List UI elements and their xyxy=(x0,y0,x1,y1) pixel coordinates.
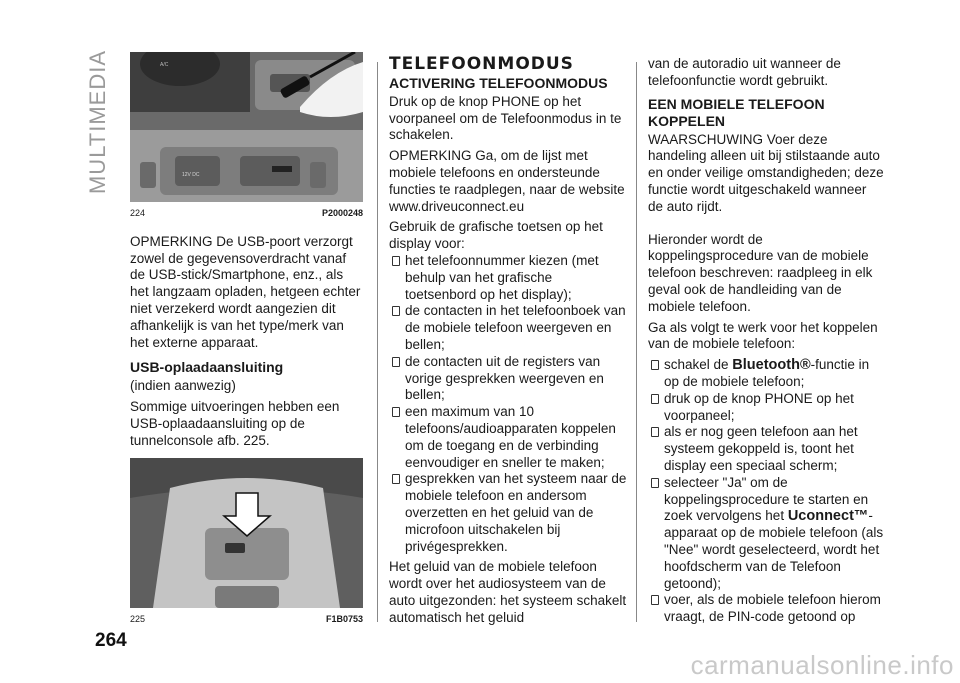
figure-225-caption xyxy=(130,611,363,628)
figure-224-caption xyxy=(130,205,363,222)
paragraph: (indien aanwezig) xyxy=(130,378,236,394)
page-number: 264 xyxy=(95,630,127,651)
paragraph: WAARSCHUWING Voer deze handeling alleen uit bij stilstaande auto en onder veilige omstandigheden; deze functie wordt uitgeschakeld wanneer de auto rijdt. xyxy=(648,131,884,214)
paragraph: Het geluid van de mobiele telefoon wordt over het audiosysteem van de auto uitgezonden: het systeem schakelt automatisch het geluid xyxy=(389,559,627,625)
figure-225-image xyxy=(130,458,363,608)
paragraph: Ga als volgt te werk voor het koppelen van de mobiele telefoon: xyxy=(648,319,878,352)
column-divider xyxy=(636,62,637,622)
list-item: het telefoonnummer kiezen (met behulp van het grafische toetsenbord op het display); xyxy=(389,253,627,303)
figure-code: F1B0753 xyxy=(325,613,363,624)
list-item: druk op de knop PHONE op het voorpaneel; xyxy=(648,391,884,425)
watermark: carmanualsonline.info xyxy=(690,650,954,680)
column-2 xyxy=(389,56,627,631)
list-item: als er nog geen telefoon aan het systeem gekoppeld is, toont het display een speciaal scherm; xyxy=(648,424,884,474)
column-3 xyxy=(648,56,884,626)
figure-number: 225 xyxy=(130,613,146,624)
paragraph: Gebruik de grafische toetsen op het display voor: xyxy=(389,219,603,252)
section-heading: EEN MOBIELE TELEFOON KOPPELEN xyxy=(648,95,825,129)
paragraph: Hieronder wordt de koppelingsprocedure van de mobiele telefoon beschreven: raadpleeg in elk geval ook de handleiding van de mobiele telefoon. xyxy=(648,231,873,314)
figure-code: P2000248 xyxy=(321,208,363,218)
list-item: selecteer "Ja" om de koppelingsprocedure te starten en zoek vervolgens het Uconnect™-apparaat op de mobiele telefoon (als "Nee" wordt geselecteerd, wordt het hoofdscherm van de Telefoon getoond); xyxy=(648,475,884,593)
12v-label: 12V DC xyxy=(182,172,200,178)
list-item: een maximum van 10 telefoons/audioapparaten koppelen om de toegang en de verbinding eenvoudiger en sneller te maken; xyxy=(389,404,627,471)
list-item: de contacten uit de registers van vorige gesprekken weergeven en bellen; xyxy=(389,354,627,404)
column-divider xyxy=(377,62,378,622)
list-item: schakel de Bluetooth®-functie in op de mobiele telefoon; xyxy=(648,357,884,391)
column-1 xyxy=(130,52,363,639)
section-tab xyxy=(78,49,118,195)
uconnect-brand: Uconnect™ xyxy=(787,508,869,525)
section-heading: ACTIVERING TELEFOONMODUS xyxy=(389,74,608,91)
chapter-title: TELEFOONMODUS xyxy=(389,54,574,74)
figure-224-image xyxy=(130,52,363,202)
list-item: de contacten in het telefoonboek van de mobiele telefoon weergeven en bellen; xyxy=(389,303,627,353)
list-item: gesprekken van het systeem naar de mobiele telefoon en andersom overzetten en het geluid van de microfoon uitschakelen bij privégesprekken. xyxy=(389,471,627,555)
usb-port-illustration xyxy=(130,52,363,202)
figure-number: 224 xyxy=(130,208,146,218)
paragraph: Druk op de knop PHONE op het voorpaneel om de Telefoonmodus in te schakelen. xyxy=(389,93,622,143)
section-tab-label: MULTIMEDIA xyxy=(85,49,111,195)
paragraph: OPMERKING Ga, om de lijst met mobiele telefoons en ondersteunde functies te raadplegen, naar de website www.driveuconnect.eu xyxy=(389,148,625,214)
list-item: voer, als de mobiele telefoon hierom vraagt, de PIN-code getoond op xyxy=(648,592,884,626)
paragraph: van de autoradio uit wanneer de telefoonfunctie wordt gebruikt. xyxy=(648,56,841,88)
paragraph: Sommige uitvoeringen hebben een USB-oplaadaansluiting op de tunnelconsole afb. 225. xyxy=(130,399,340,448)
ac-label: A/C xyxy=(160,62,169,68)
tunnel-console-illustration xyxy=(130,458,363,608)
section-heading: USB-oplaadaansluiting xyxy=(130,359,284,376)
paragraph: OPMERKING De USB-poort verzorgt zowel de gegevensoverdracht vanaf de USB-stick/Smartphone, enz., als het langzaam opladen, hetgeen echter niet verzekerd wordt aangezien dit afhankelijk is van het type/merk van het externe apparaat. xyxy=(130,233,361,350)
bluetooth-brand: Bluetooth® xyxy=(732,357,811,374)
